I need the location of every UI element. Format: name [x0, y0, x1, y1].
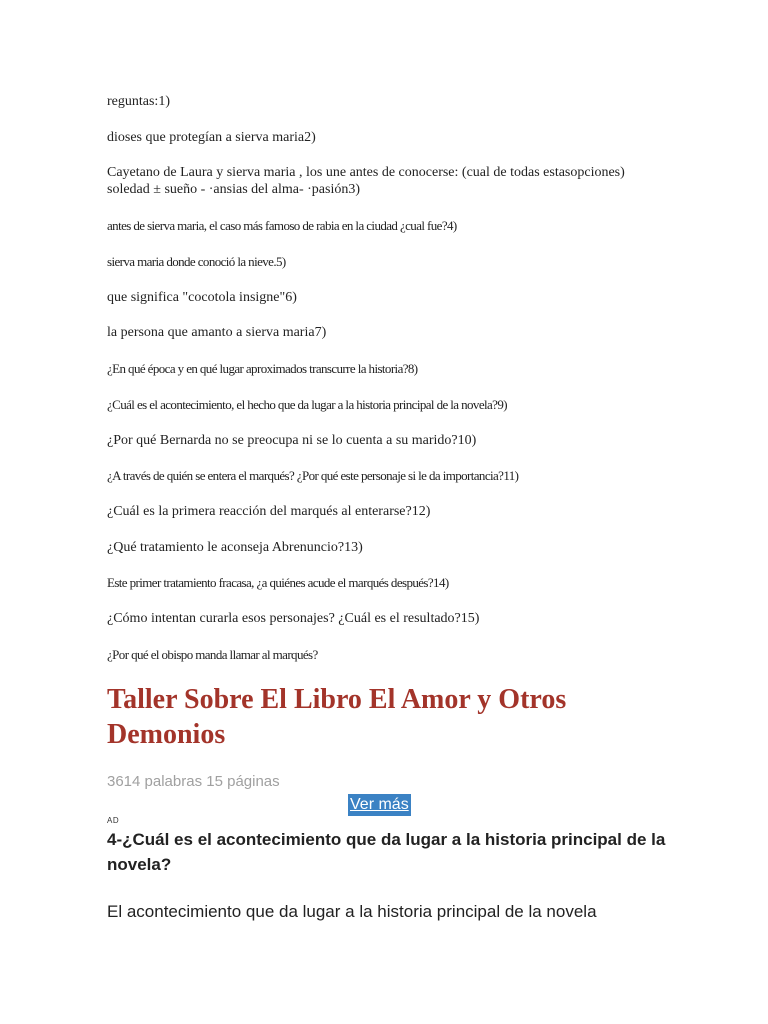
question-line: la persona que amanto a sierva maria7) [107, 325, 327, 340]
question-line: ¿Cuál es la primera reacción del marqués al enterarse?12) [107, 504, 431, 519]
question-line: ¿En qué época y en qué lugar aproximados transcurre la historia?8) [107, 361, 418, 376]
section-heading: 4-¿Cuál es el acontecimiento que da lugar a la historia principal de la novela? [107, 830, 666, 874]
question-line: ¿A través de quién se entera el marqués? ¿Por qué este personaje si le da importancia?11) [107, 468, 519, 483]
question-line: Este primer tratamiento fracasa, ¿a quiénes acude el marqués después?14) [107, 575, 449, 590]
document-title: Taller Sobre El Libro El Amor y Otros Demonios [107, 684, 567, 750]
question-line: reguntas:1) [107, 94, 170, 109]
question-line: ¿Por qué el obispo manda llamar al marqués? [107, 647, 318, 662]
question-line: ¿Qué tratamiento le aconseja Abrenuncio?13) [107, 540, 363, 555]
document-meta: 3614 palabras 15 páginas [107, 773, 280, 790]
question-line: ¿Cómo intentan curarla esos personajes? ¿Cuál es el resultado?15) [107, 611, 480, 626]
body-paragraph: El acontecimiento que da lugar a la historia principal de la novela [107, 902, 597, 921]
question-line: ¿Cuál es el acontecimiento, el hecho que da lugar a la historia principal de la novela?9) [107, 397, 507, 412]
ad-label: AD [107, 816, 120, 825]
question-line: dioses que protegían a sierva maria2) [107, 130, 316, 145]
question-line: ¿Por qué Bernarda no se preocupa ni se lo cuenta a su marido?10) [107, 433, 477, 448]
ver-mas-link[interactable]: Ver más [348, 794, 411, 816]
question-line: sierva maria donde conoció la nieve.5) [107, 254, 286, 269]
question-line: antes de sierva maria, el caso más famoso de rabia en la ciudad ¿cual fue?4) [107, 218, 457, 233]
question-line: Cayetano de Laura y sierva maria , los une antes de conocerse: (cual de todas estasopciones) soledad ± sueño - ·ansias del alma- ·pasión3) [107, 165, 625, 197]
question-line: que significa "cocotola insigne"6) [107, 290, 297, 305]
